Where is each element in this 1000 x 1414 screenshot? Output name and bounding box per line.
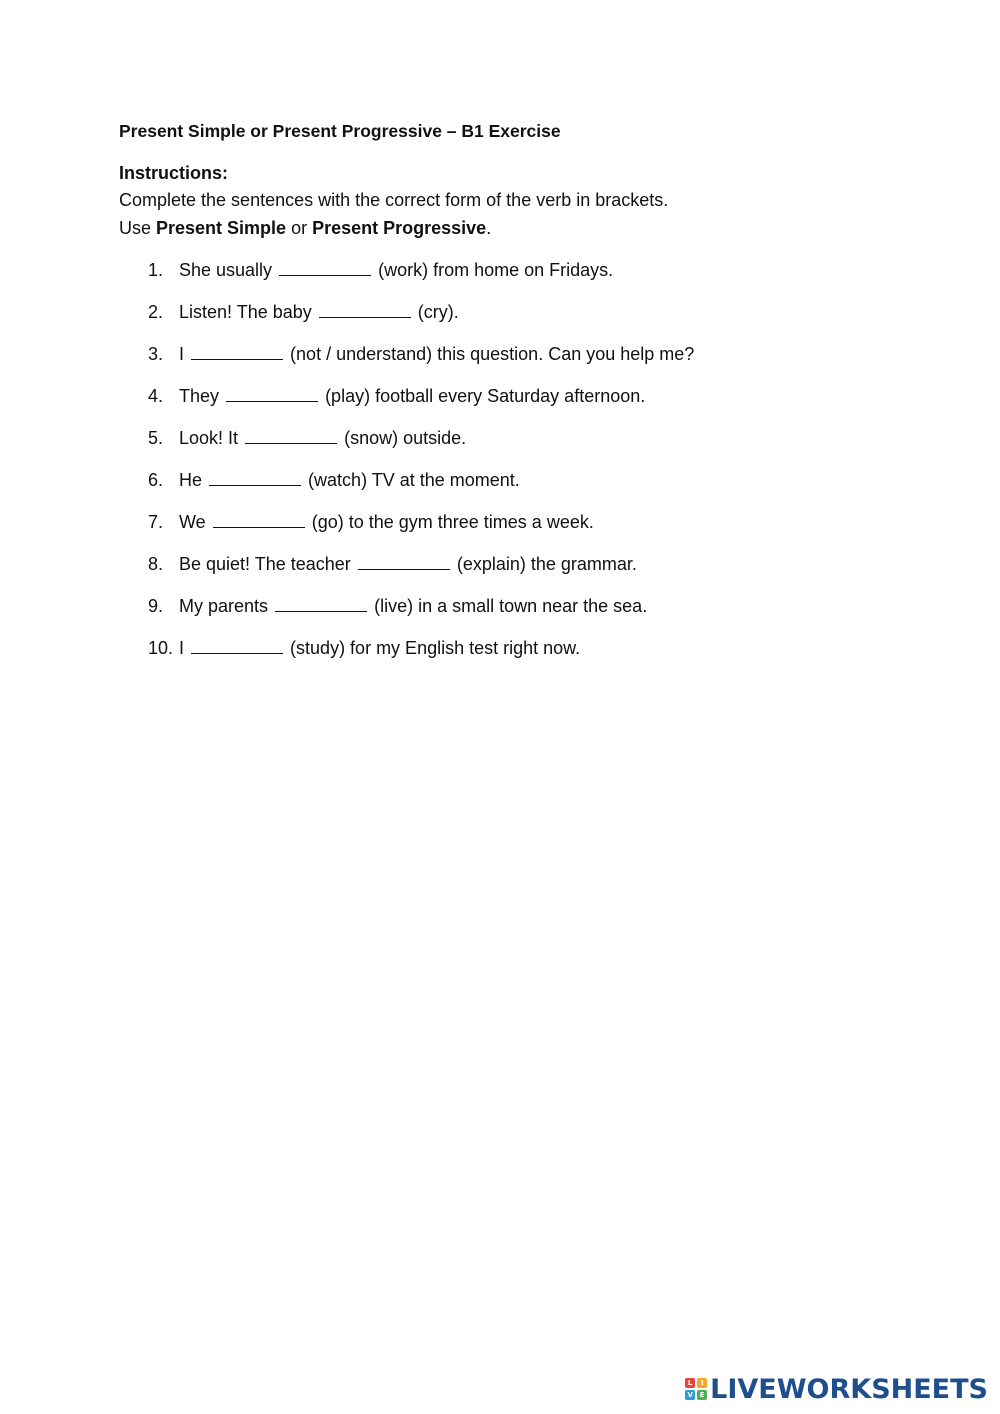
logo-mark-cell: V — [685, 1390, 695, 1400]
exercise-text-before: My parents — [179, 596, 269, 616]
exercise-text-before: They — [179, 386, 220, 406]
exercise-number: 3. — [148, 344, 164, 364]
exercise-text-before: Listen! The baby — [179, 302, 312, 322]
exercise-text-after: (play) football every Saturday afternoon. — [325, 386, 646, 406]
answer-blank[interactable] — [245, 425, 337, 444]
exercise-text-before: Look! It — [179, 428, 239, 448]
exercise-text-before: Be quiet! The teacher — [179, 554, 351, 574]
answer-blank[interactable] — [209, 467, 301, 486]
exercise-item-8 — [119, 550, 939, 578]
answer-blank[interactable] — [226, 383, 318, 402]
exercise-item-6 — [119, 466, 939, 494]
exercise-number: 1. — [148, 260, 164, 280]
instructions-tense-note — [119, 214, 939, 242]
exercise-text-after: (explain) the grammar. — [456, 554, 637, 574]
exercise-item-1 — [119, 256, 939, 284]
exercise-text-before: He — [179, 470, 203, 490]
liveworksheets-logo-icon — [685, 1378, 707, 1400]
answer-blank[interactable] — [213, 509, 305, 528]
exercise-text-after: (study) for my English test right now. — [290, 638, 581, 658]
answer-blank[interactable] — [319, 299, 411, 318]
exercise-number: 5. — [148, 428, 164, 448]
tense-note-middle: or — [286, 218, 313, 238]
exercise-text-after: (work) from home on Fridays. — [378, 260, 614, 280]
exercise-text-before: I — [179, 344, 185, 364]
exercise-list — [119, 256, 939, 662]
exercise-text-after: (snow) outside. — [344, 428, 467, 448]
tense-present-simple: Present Simple — [156, 218, 287, 238]
answer-blank[interactable] — [275, 593, 367, 612]
exercise-number: 10. — [148, 638, 174, 658]
liveworksheets-logo-text: LIVEWORKSHEETS — [710, 1373, 988, 1405]
tense-note-suffix: . — [486, 218, 492, 238]
exercise-text-after: (not / understand) this question. Can you help me? — [290, 344, 695, 364]
logo-mark-cell: I — [697, 1378, 707, 1388]
tense-note-prefix: Use — [119, 218, 157, 238]
answer-blank[interactable] — [191, 341, 283, 360]
exercise-item-3 — [119, 340, 939, 368]
exercise-number: 9. — [148, 596, 164, 616]
exercise-number: 6. — [148, 470, 164, 490]
logo-mark-cell: E — [697, 1390, 707, 1400]
logo-mark-cell: L — [685, 1378, 695, 1388]
answer-blank[interactable] — [191, 635, 283, 654]
liveworksheets-logo — [685, 1372, 988, 1406]
exercise-number: 8. — [148, 554, 164, 574]
exercise-item-5 — [119, 424, 939, 452]
exercise-item-4 — [119, 382, 939, 410]
answer-blank[interactable] — [358, 551, 450, 570]
exercise-text-before: I — [179, 638, 185, 658]
exercise-text-after: (cry). — [417, 302, 459, 322]
exercise-number: 2. — [148, 302, 164, 322]
exercise-text-after: (go) to the gym three times a week. — [311, 512, 594, 532]
tense-present-progressive: Present Progressive — [312, 218, 487, 238]
instructions-heading: Instructions: — [119, 163, 229, 183]
worksheet-page — [119, 118, 939, 676]
exercise-item-7 — [119, 508, 939, 536]
exercise-text-before: We — [179, 512, 206, 532]
exercise-text-before: She usually — [179, 260, 273, 280]
exercise-item-9 — [119, 592, 939, 620]
worksheet-title: Present Simple or Present Progressive – B1 Exercise — [119, 121, 561, 141]
exercise-item-10 — [119, 634, 939, 662]
exercise-item-2 — [119, 298, 939, 326]
exercise-number: 4. — [148, 386, 164, 406]
exercise-text-after: (live) in a small town near the sea. — [374, 596, 648, 616]
answer-blank[interactable] — [279, 257, 371, 276]
exercise-text-after: (watch) TV at the moment. — [308, 470, 520, 490]
instructions-text: Complete the sentences with the correct form of the verb in brackets. — [119, 190, 669, 210]
exercise-number: 7. — [148, 512, 164, 532]
